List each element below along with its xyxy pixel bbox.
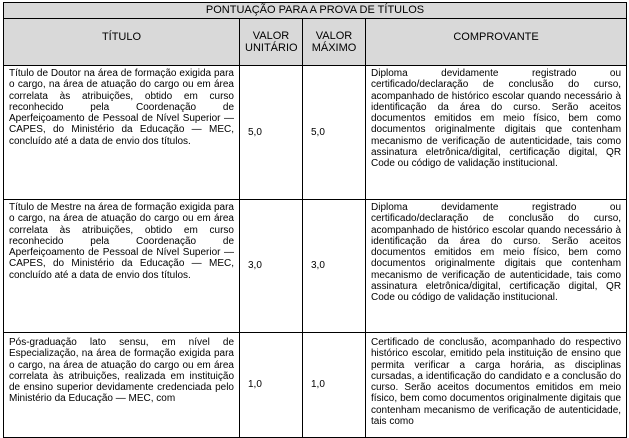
cell-comprovante: Diploma devidamente registrado ou certificado/declaração de conclusão do curso, acompanhado de histórico escolar quando necessário à identificação da área do curso. Serão aceitos documentos emitidos em meio físico, bem como documentos originalmente digitais que contenham mecanismo de verificação de autenticidade, tais como assinatura eletrônica/digital, certificação digital, QR Code ou código de validação institucional. (366, 200, 627, 333)
cell-valor-maximo: 3,0 (303, 200, 366, 333)
header-titulo: TÍTULO (4, 19, 240, 66)
table-row (4, 200, 627, 333)
header-comprovante: COMPROVANTE (366, 19, 627, 66)
cell-valor-unitario: 3,0 (240, 200, 303, 333)
header-valor-maximo: VALOR MÁXIMO (303, 19, 366, 66)
table-row (4, 333, 627, 438)
scores-table (3, 2, 627, 438)
cell-valor-maximo: 1,0 (303, 333, 366, 438)
cell-valor-maximo: 5,0 (303, 66, 366, 200)
cell-titulo: Título de Doutor na área de formação exigida para o cargo, na área de atuação do cargo ou em área correlata às atribuições, obtido em curso reconhecido pela Coordenação de Aperfeiçoamento de Pessoal de Nível Superior — CAPES, do Ministério da Educação — MEC, concluído até a data de envio dos títulos. (4, 66, 240, 200)
cell-valor-unitario: 1,0 (240, 333, 303, 438)
table-row (4, 66, 627, 200)
cell-titulo: Pós-graduação lato sensu, em nível de Especialização, na área de formação exigida para o cargo, na área de atuação do cargo ou em área correlata às atribuições, realizada em instituição de ensino superior devidamente credenciada pelo Ministério da Educação — MEC, com (4, 333, 240, 438)
table-title-row (4, 3, 627, 19)
header-valor-unitario: VALOR UNITÁRIO (240, 19, 303, 66)
cell-titulo: Título de Mestre na área de formação exigida para o cargo, na área de atuação do cargo ou em área correlata às atribuições, obtido em curso reconhecido pela Coordenação de Aperfeiçoamento de Pessoal de Nível Superior — CAPES, do Ministério da Educação — MEC, concluído até a data de envio dos títulos. (4, 200, 240, 333)
cell-valor-unitario: 5,0 (240, 66, 303, 200)
header-row (4, 19, 627, 66)
table-title: PONTUAÇÃO PARA A PROVA DE TÍTULOS (4, 3, 627, 19)
cell-comprovante: Certificado de conclusão, acompanhado do respectivo histórico escolar, emitido pela instituição de ensino que permita verificar a carga horária, as disciplinas cursadas, a identificação do candidato e a conclusão do curso. Serão aceitos documentos emitidos em meio físico, bem como documentos originalmente digitais que contenham mecanismo de verificação de autenticidade, tais como (366, 333, 627, 438)
cell-comprovante: Diploma devidamente registrado ou certificado/declaração de conclusão do curso, acompanhado de histórico escolar quando necessário à identificação da área do curso. Serão aceitos documentos emitidos em meio físico, bem como documentos originalmente digitais que contenham mecanismo de verificação de autenticidade, tais como assinatura eletrônica/digital, certificação digital, QR Code ou código de validação institucional. (366, 66, 627, 200)
